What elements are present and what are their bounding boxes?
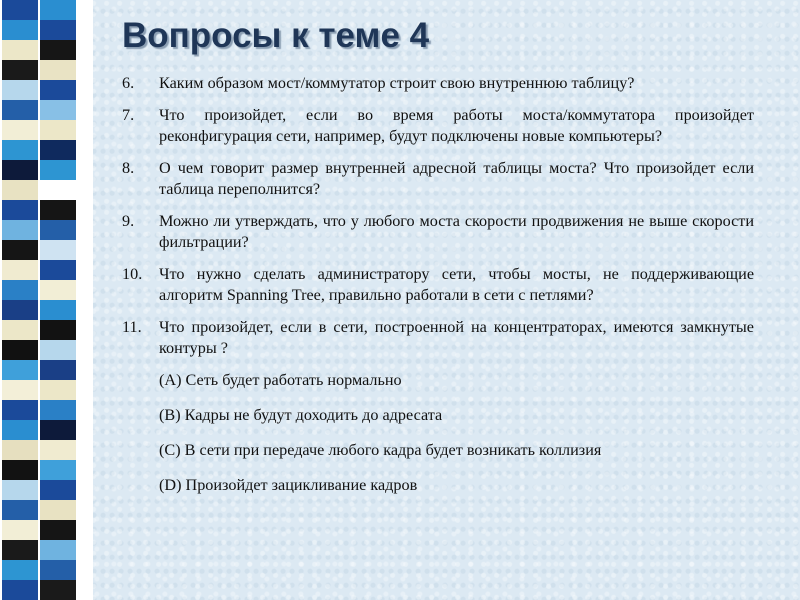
stripe — [2, 460, 38, 480]
question-list — [122, 73, 754, 510]
stripe — [40, 420, 76, 440]
stripe — [40, 280, 76, 300]
answer-option-d: (D) Произойдет зацикливание кадров — [159, 476, 418, 494]
stripe — [2, 420, 38, 440]
question-number: 9. — [122, 212, 135, 230]
stripe — [40, 360, 76, 380]
stripe — [2, 140, 38, 160]
stripe — [40, 400, 76, 420]
stripe — [2, 180, 38, 200]
decorative-stripe-bar — [0, 0, 93, 600]
stripe — [40, 140, 76, 160]
stripe — [2, 540, 38, 560]
stripe — [2, 380, 38, 400]
stripe — [2, 480, 38, 500]
slide-title: Вопросы к теме 4 — [122, 16, 430, 55]
stripe — [2, 200, 38, 220]
stripe — [40, 40, 76, 60]
stripe — [2, 500, 38, 520]
stripe — [40, 160, 76, 180]
stripe — [40, 200, 76, 220]
stripe — [40, 480, 76, 500]
stripe — [2, 580, 38, 600]
stripe — [2, 20, 38, 40]
question-number: 6. — [122, 74, 135, 92]
stripe — [40, 500, 76, 520]
stripe — [2, 220, 38, 240]
stripe — [40, 0, 76, 20]
question-text: О чем говорит размер внутренней адресной таблицы моста? Что произойдет если таблица переполнится? — [159, 159, 754, 198]
stripe — [2, 560, 38, 580]
question-text: Каким образом мост/коммутатор строит свою внутреннюю таблицу? — [159, 74, 635, 92]
stripe — [2, 40, 38, 60]
stripe — [40, 320, 76, 340]
stripe — [2, 160, 38, 180]
stripe — [2, 300, 38, 320]
stripe — [40, 240, 76, 260]
stripe — [2, 400, 38, 420]
stripe — [40, 100, 76, 120]
stripe — [2, 80, 38, 100]
stripe — [40, 580, 76, 600]
stripe — [40, 560, 76, 580]
stripe — [2, 520, 38, 540]
stripe — [40, 80, 76, 100]
stripe — [40, 180, 76, 200]
question-number: 8. — [122, 159, 135, 177]
question-item — [122, 211, 754, 253]
stripe — [40, 540, 76, 560]
question-number: 10. — [122, 265, 143, 283]
stripe — [40, 380, 76, 400]
answer-option-a: (A) Сеть будет работать нормально — [159, 371, 402, 389]
stripe — [40, 20, 76, 40]
question-text: Можно ли утверждать, что у любого моста скорости продвижения не выше скорости фильтрации? — [159, 212, 754, 251]
stripe — [40, 520, 76, 540]
question-text: Что произойдет, если во время работы моста/коммутатора произойдет реконфигурация сети, например, будут подключены новые компьютеры? — [159, 106, 754, 145]
stripe — [2, 340, 38, 360]
stripe — [2, 240, 38, 260]
stripe — [40, 300, 76, 320]
stripe — [2, 280, 38, 300]
stripe-column-left — [2, 0, 38, 600]
stripe — [2, 440, 38, 460]
stripe — [2, 320, 38, 340]
question-text: Что произойдет, если в сети, построенной на концентраторах, имеются замкнутые контуры ? — [159, 318, 754, 357]
question-number: 11. — [122, 318, 142, 336]
stripe — [40, 440, 76, 460]
stripe — [40, 260, 76, 280]
stripe — [2, 120, 38, 140]
question-text: Что нужно сделать администратору сети, чтобы мосты, не поддерживающие алгоритм Spanning Tree, правильно работали в сети с петлями? — [159, 265, 754, 304]
question-item — [122, 73, 754, 94]
stripe — [40, 120, 76, 140]
stripe — [40, 340, 76, 360]
stripe — [40, 220, 76, 240]
stripe — [40, 60, 76, 80]
question-item — [122, 317, 754, 359]
stripe — [2, 360, 38, 380]
stripe — [2, 0, 38, 20]
stripe — [2, 100, 38, 120]
question-item — [122, 158, 754, 200]
stripe — [2, 260, 38, 280]
question-item — [122, 105, 754, 147]
question-item — [122, 264, 754, 306]
stripe — [40, 460, 76, 480]
stripe — [2, 60, 38, 80]
question-number: 7. — [122, 106, 135, 124]
answer-option-b: (B) Кадры не будут доходить до адресата — [159, 406, 443, 424]
answer-option-c: (C) В сети при передаче любого кадра будет возникать коллизия — [159, 441, 602, 459]
stripe-column-right — [40, 0, 76, 600]
